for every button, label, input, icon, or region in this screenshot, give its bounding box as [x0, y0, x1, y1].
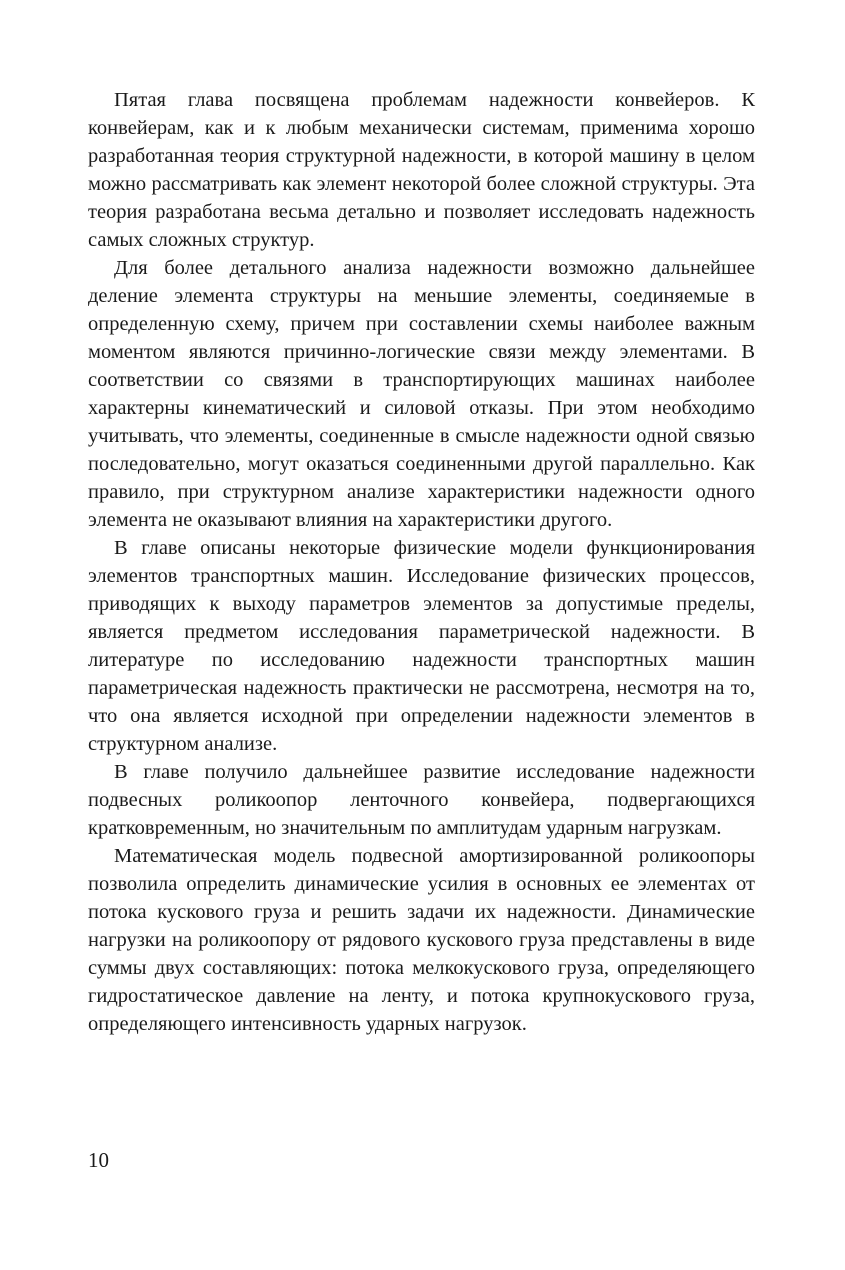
paragraph-2: Для более детального анализа надежности возможно дальнейшее деление элемента структуры на меньшие элементы, соединяемые в определенную схему, причем при составлении схемы наиболее важным моментом являются причинно-логические связи между элементами. В соответствии со связями в транспортирующих машинах наиболее характерны кинематический и силовой отказы. При этом необходимо учитывать, что элементы, соединенные в смысле надежности одной связью последовательно, могут оказаться соединенными другой параллельно. Как правило, при структурном анализе характеристики надежности одного элемента не оказывают влияния на характеристики другого. — [88, 257, 755, 531]
body-text — [88, 86, 755, 1038]
page-number: 10 — [88, 1148, 109, 1172]
paragraph-1: Пятая глава посвящена проблемам надежности конвейеров. К конвейерам, как и к любым механически системам, применима хорошо разработанная теория структурной надежности, в которой машину в целом можно рассматривать как элемент некоторой более сложной структуры. Эта теория разработана весьма детально и позволяет исследовать надежность самых сложных структур. — [88, 89, 755, 251]
paragraph-4: В главе получило дальнейшее развитие исследование надежности подвесных роликоопор ленточного конвейера, подвергающихся кратковременным, но значительным по амплитудам ударным нагрузкам. — [88, 761, 755, 839]
paragraph-5: Математическая модель подвесной амортизированной роликоопоры позволила определить динамические усилия в основных ее элементах от потока кускового груза и решить задачи их надежности. Динамические нагрузки на роликоопору от рядового кускового груза представлены в виде суммы двух составляющих: потока мелкокускового груза, определяющего гидростатическое давление на ленту, и потока крупнокускового груза, определяющего интенсивность ударных нагрузок. — [88, 845, 755, 1035]
paragraph-3: В главе описаны некоторые физические модели функционирования элементов транспортных машин. Исследование физических процессов, приводящих к выходу параметров элементов за допустимые пределы, является предметом исследования параметрической надежности. В литературе по исследованию надежности транспортных машин параметрическая надежность практически не рассмотрена, несмотря на то, что она является исходной при определении надежности элементов в структурном анализе. — [88, 537, 755, 755]
